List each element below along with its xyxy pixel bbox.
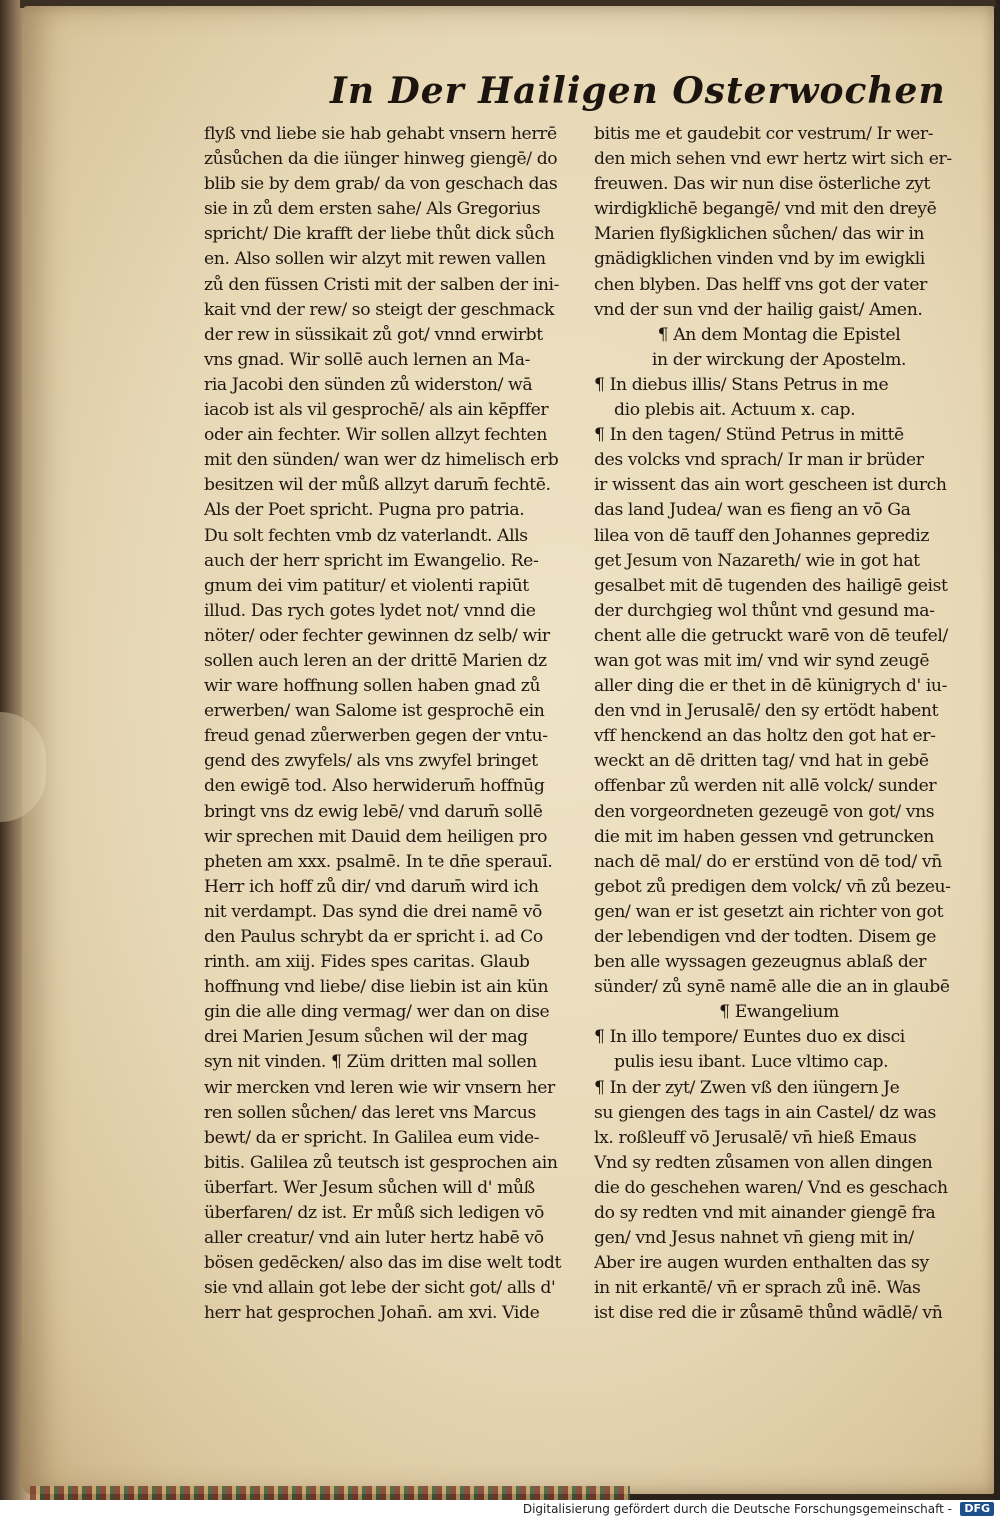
text-line: nach dē mal/ do er erstünd von dē tod/ vn̄ xyxy=(594,851,942,872)
left-text-column xyxy=(204,122,574,1327)
text-line: gnädigklichen vinden vnd by im ewigkli xyxy=(594,249,925,270)
text-line: den vorgeordneten gezeugē von got/ vns xyxy=(594,801,935,822)
footer-credit: Digitalisierung gefördert durch die Deutsche Forschungsgemeinschaft - xyxy=(522,1502,952,1516)
text-line: blib sie by dem grab/ da von geschach das xyxy=(204,174,558,195)
text-line: chen blyben. Das helff vns got der vater xyxy=(594,274,927,295)
text-line: aller ding die er thet in dē künigrych d' iu- xyxy=(594,676,948,697)
text-line: den Paulus schrybt da er spricht i. ad Co xyxy=(204,927,543,947)
text-line: ben alle wyssagen gezeugnus ablaß der xyxy=(594,952,927,973)
right-text-column xyxy=(594,122,964,1327)
text-line: sünder/ zů synē namē alle die an in glaubē xyxy=(594,977,950,998)
text-line: der lebendigen vnd der todten. Disem ge xyxy=(594,927,937,947)
text-line: gnum dei vim patitur/ et violenti rapiūt xyxy=(204,575,529,596)
section-heading: ¶ An dem Montag die Epistel xyxy=(657,324,901,345)
text-line: freuwen. Das wir nun dise österliche zyt xyxy=(594,174,930,195)
section-heading: ¶ Ewangelium xyxy=(719,1002,839,1023)
text-line: ¶ In illo tempore/ Euntes duo ex disci xyxy=(594,1027,905,1048)
text-line: pheten am xxx. psalmē. In te dn̄e sperauī. xyxy=(204,851,553,872)
text-line: vff henckend an das holtz den got hat er- xyxy=(594,726,936,747)
text-line: sie in zů dem ersten sahe/ Als Gregorius xyxy=(204,199,541,220)
text-line: gend des zwyfels/ als vns zwyfel bringet xyxy=(204,751,538,772)
text-line: gin die alle ding vermag/ wer dan on dise xyxy=(204,1002,550,1023)
text-line: mit den sünden/ wan wer dz himelisch erb xyxy=(204,450,559,471)
text-line: Marien flyßigklichen sůchen/ das wir in xyxy=(594,224,925,245)
text-line: hoffnung vnd liebe/ dise liebin ist ain kün xyxy=(204,977,549,998)
text-line: Vnd sy redten zůsamen von allen dingen xyxy=(594,1152,933,1173)
running-head: In Der Hailigen Osterwochen xyxy=(330,70,946,112)
text-line: ria Jacobi den sünden zů widerston/ wā xyxy=(204,374,533,395)
text-line: gesalbet mit dē tugenden des hailigē geist xyxy=(594,575,948,596)
text-line: bringt vns dz ewig lebē/ vnd darum̄ sollē xyxy=(204,801,543,822)
text-line: chent alle die getruckt warē von dē teufel/ xyxy=(594,625,948,646)
text-line: get Jesum von Nazareth/ wie in got hat xyxy=(594,550,920,571)
text-line: in nit erkantē/ vn̄ er sprach zů inē. Was xyxy=(594,1278,921,1299)
text-line: die mit im haben gessen vnd getruncken xyxy=(594,826,934,847)
text-line: herr hat gesprochen Johan̄. am xvi. Vide xyxy=(204,1303,540,1324)
text-line: zů den füssen Cristi mit der salben der ini- xyxy=(204,274,560,295)
text-line: vns gnad. Wir sollē auch lernen an Ma- xyxy=(204,349,531,370)
text-line: überfaren/ dz ist. Er můß sich ledigen vō xyxy=(204,1203,544,1224)
text-line: ren sollen sůchen/ das leret vns Marcus xyxy=(204,1102,536,1123)
text-line: kait vnd der rew/ so steigt der geschmack xyxy=(204,299,555,320)
text-line: weckt an dē dritten tag/ vnd hat in gebē xyxy=(594,751,929,772)
text-line: wirdigklichē begangē/ vnd mit den dreyē xyxy=(594,199,937,220)
text-line: nöter/ oder fechter gewinnen dz selb/ wir xyxy=(204,625,550,646)
text-line: flyß vnd liebe sie hab gehabt vnsern herrē xyxy=(204,124,557,144)
text-line: das land Judea/ wan es fieng an vō Ga xyxy=(594,500,911,521)
text-line: ist dise red die ir zůsamē thůnd wādlē/ vn̄ xyxy=(594,1303,943,1324)
text-line: dio plebis ait. Actuum x. cap. xyxy=(614,400,856,421)
text-line: gen/ vnd Jesus nahnet vn̄ gieng mit in/ xyxy=(594,1228,914,1249)
text-line: den vnd in Jerusalē/ den sy ertödt habent xyxy=(594,701,939,722)
text-line: Aber ire augen wurden enthalten das sy xyxy=(594,1253,929,1274)
text-line: bewt/ da er spricht. In Galilea eum vide- xyxy=(204,1127,540,1148)
text-line: zůsůchen da die iünger hinweg giengē/ do xyxy=(204,149,558,170)
text-line: des volcks vnd sprach/ Ir man ir brüder xyxy=(594,450,924,471)
text-line: Du solt fechten vmb dz vaterlandt. Alls xyxy=(204,525,528,546)
text-line: illud. Das rych gotes lydet not/ vnnd die xyxy=(204,600,536,621)
text-line: besitzen wil der můß allzyt darum̄ fechtē. xyxy=(204,475,551,496)
text-line: en. Also sollen wir alzyt mit rewen vallen xyxy=(204,249,546,270)
text-line: lx. roßleuff vō Jerusalē/ vn̄ hieß Emaus xyxy=(594,1127,917,1148)
text-line: den mich sehen vnd ewr hertz wirt sich er- xyxy=(594,149,952,170)
text-line: der rew in süssikait zů got/ vnnd erwirbt xyxy=(204,324,543,345)
text-line: su giengen des tags in ain Castel/ dz was xyxy=(594,1102,936,1123)
text-line: syn nit vinden. ¶ Züm dritten mal sollen xyxy=(204,1052,537,1073)
text-line: ¶ In diebus illis/ Stans Petrus in me xyxy=(594,374,889,395)
text-line: bösen gedēcken/ also das im dise welt todt xyxy=(204,1253,561,1274)
text-line: bitis me et gaudebit cor vestrum/ Ir wer- xyxy=(594,124,934,144)
text-line: überfart. Wer Jesum sůchen will d' můß xyxy=(204,1177,535,1198)
text-line: rinth. am xiij. Fides spes caritas. Glaub xyxy=(204,952,530,973)
text-line: bitis. Galilea zů teutsch ist gesprochen ain xyxy=(204,1152,558,1173)
text-line: Herr ich hoff zů dir/ vnd darum̄ wird ich xyxy=(204,876,539,897)
text-line: iacob ist als vil gesprochē/ als ain kēpffer xyxy=(204,400,549,421)
text-line: auch der herr spricht im Ewangelio. Re- xyxy=(204,550,539,571)
text-line: der durchgieg wol thůnt vnd gesund ma- xyxy=(594,600,935,621)
text-line: lilea von dē tauff den Johannes geprediz xyxy=(594,525,929,546)
text-line: wir mercken vnd leren wie wir vnsern her xyxy=(204,1077,555,1098)
text-line: drei Marien Jesum sůchen wil der mag xyxy=(204,1027,528,1048)
fabric-edge xyxy=(30,1486,630,1500)
text-line: gebot zů predigen dem volck/ vn̄ zů bezeu- xyxy=(594,876,951,897)
text-line: spricht/ Die krafft der liebe thůt dick sůch xyxy=(204,224,555,245)
text-line: freud genad zůerwerben gegen der vntu- xyxy=(204,726,548,747)
text-line: wir ware hoffnung sollen haben gnad zů xyxy=(204,676,541,697)
text-line: do sy redten vnd mit ainander giengē fra xyxy=(594,1203,936,1224)
section-heading: in der wirckung der Apostelm. xyxy=(651,349,907,370)
text-line: sie vnd allain got lebe der sicht got/ alls d' xyxy=(204,1278,556,1299)
text-line: wir sprechen mit Dauid dem heiligen pro xyxy=(204,826,548,847)
text-line: offenbar zů werden nit allē volck/ sunder xyxy=(594,776,937,797)
text-line: sollen auch leren an der drittē Marien dz xyxy=(204,650,547,671)
dfg-logo: DFG xyxy=(960,1502,994,1516)
text-line: erwerben/ wan Salome ist gesprochē ein xyxy=(204,701,545,722)
text-line: nit verdampt. Das synd die drei namē vō xyxy=(204,901,542,922)
text-line: vnd der sun vnd der hailig gaist/ Amen. xyxy=(594,299,923,320)
text-line: den ewigē tod. Also herwiderum̄ hoffnūg xyxy=(204,776,545,797)
text-line: wan got was mit im/ vnd wir synd zeugē xyxy=(594,650,930,671)
text-line: gen/ wan er ist gesetzt ain richter von got xyxy=(594,901,944,922)
text-line: pulis iesu ibant. Luce vltimo cap. xyxy=(614,1052,889,1073)
text-line: ir wissent das ain wort gescheen ist durch xyxy=(594,475,947,496)
text-line: ¶ In den tagen/ Stünd Petrus in mittē xyxy=(594,425,904,446)
text-line: ¶ In der zyt/ Zwen vß den iüngern Je xyxy=(594,1077,900,1098)
text-line: oder ain fechter. Wir sollen allzyt fechten xyxy=(204,425,547,446)
text-line: aller creatur/ vnd ain luter hertz habē vō xyxy=(204,1228,544,1249)
text-line: Als der Poet spricht. Pugna pro patria. xyxy=(204,500,525,521)
text-line: die do geschehen waren/ Vnd es geschach xyxy=(594,1177,948,1198)
